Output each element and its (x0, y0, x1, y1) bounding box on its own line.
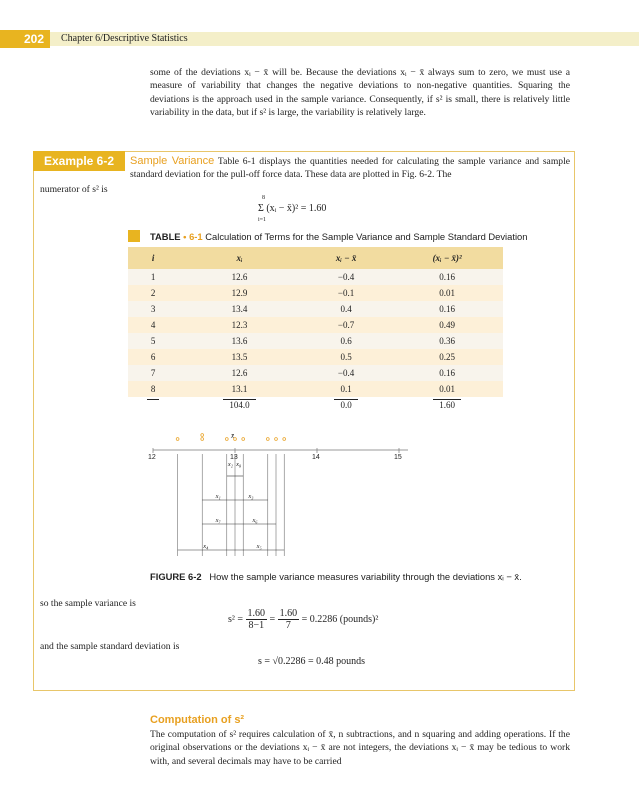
stddev-formula: s = √0.2286 = 0.48 pounds (258, 656, 366, 667)
table-cell: 0.6 (301, 333, 391, 349)
deviation-label: x₂ (227, 461, 234, 468)
table-cell: −0.4 (301, 365, 391, 381)
table-cell: 2 (128, 285, 178, 301)
table-cell: 12.9 (178, 285, 301, 301)
page-number: 202 (0, 30, 50, 48)
frac1-num: 1.60 (247, 608, 266, 619)
table-total-cell (301, 397, 391, 413)
table-marker (128, 230, 140, 242)
table-cell: 0.01 (391, 381, 503, 397)
data-point (275, 438, 278, 441)
variance-formula (228, 608, 378, 631)
table-cell: −0.7 (301, 317, 391, 333)
table-cell: 0.49 (391, 317, 503, 333)
table-row (128, 301, 503, 317)
data-point (225, 438, 228, 441)
table-title: Calculation of Terms for the Sample Variance and Sample Standard Deviation (205, 231, 528, 242)
table-row (128, 333, 503, 349)
total-value: 104.0 (223, 399, 255, 410)
table-number: 6-1 (189, 231, 203, 242)
table-cell: 12.6 (178, 365, 301, 381)
table-cell: −0.1 (301, 285, 391, 301)
chapter-title: Chapter 6/Descriptive Statistics (61, 33, 188, 44)
table-row (128, 269, 503, 285)
table-cell: 3 (128, 301, 178, 317)
example-text: Table 6-1 displays the quantities needed for calculating the sample variance and sample standard deviation for the pull-off force data. These data are plotted in Fig. 6-2. The (130, 156, 570, 181)
table-caption: TABLE • 6-1 Calculation of Terms for the Sample Variance and Sample Standard Deviation (150, 231, 528, 242)
col-header: xᵢ − x̄ (301, 247, 391, 269)
example-intro (130, 155, 570, 182)
table-cell: 12.6 (178, 269, 301, 285)
table-row (128, 381, 503, 397)
table-cell: 13.1 (178, 381, 301, 397)
table-cell: 8 (128, 381, 178, 397)
table-cell: 13.5 (178, 349, 301, 365)
table-cell: 0.5 (301, 349, 391, 365)
table-cell: 0.25 (391, 349, 503, 365)
col-header: (xᵢ − x̄)² (391, 247, 503, 269)
intro-paragraph: some of the deviations xᵢ − x̄ will be. Because the deviations xᵢ − x̄ always sum to zero, we must use a measure of variability that changes the negative deviations to non-negative quantities. Squaring the deviations is the approach used in the sample variance. Consequently, if s² is small, there is relatively little variability in the data, but if s² is large, the variability is relatively large. (150, 67, 570, 119)
computation-text: The computation of s² requires calculation of x̄, n subtractions, and n squaring and adding operations. If the original observations or the deviations xᵢ − x̄ are not integers, the deviations xᵢ − x̄ may be tedious to work with, and several decimals may have to be carried (150, 729, 570, 767)
table-cell: 0.36 (391, 333, 503, 349)
table-total-cell (391, 397, 503, 413)
fraction-2 (278, 608, 300, 631)
table-total-cell (178, 397, 301, 413)
frac1-den: 8−1 (248, 620, 265, 631)
table-cell: 13.6 (178, 333, 301, 349)
table-cell: 6 (128, 349, 178, 365)
table-cell: 0.1 (301, 381, 391, 397)
table-row (128, 349, 503, 365)
computation-heading: Computation of s² (150, 714, 245, 726)
table-label: TABLE (150, 231, 181, 242)
table-cell: −0.4 (301, 269, 391, 285)
data-point (176, 438, 179, 441)
stddev-intro: and the sample standard deviation is (40, 641, 180, 652)
table-cell: 1 (128, 269, 178, 285)
table-cell: 0.16 (391, 365, 503, 381)
sum-lower: i=1 (258, 217, 267, 223)
table-row (128, 285, 503, 301)
figure-caption-text: How the sample variance measures variability through the deviations xᵢ − x̄. (209, 571, 522, 582)
example-tab: Example 6-2 (33, 151, 125, 171)
table-total-row (128, 397, 503, 413)
axis-tick-label: 12 (148, 454, 156, 461)
frac2-den: 7 (285, 620, 291, 631)
figure-caption (150, 571, 522, 582)
data-point (242, 438, 245, 441)
table-row (128, 365, 503, 381)
frac2-num: 1.60 (279, 608, 298, 619)
numerator-text: numerator of s² is (40, 184, 108, 195)
sum-upper: 8 (262, 195, 265, 201)
table-cell: 0.16 (391, 269, 503, 285)
variance-table (128, 247, 503, 413)
table-cell: 12.3 (178, 317, 301, 333)
fraction-1 (246, 608, 268, 631)
data-point (201, 438, 204, 441)
table-cell: 0.4 (301, 301, 391, 317)
variance-intro: so the sample variance is (40, 598, 136, 609)
data-point (283, 438, 286, 441)
variance-result: = 0.2286 (pounds)² (301, 613, 379, 625)
total-value: 0.0 (334, 399, 357, 410)
sum-expression: Σ (xᵢ − x̄)² = 1.60 (258, 203, 327, 214)
table-cell: 0.16 (391, 301, 503, 317)
xbar-label: x̄ (231, 432, 235, 440)
axis-tick-label: 15 (394, 454, 402, 461)
table-cell: 4 (128, 317, 178, 333)
col-header: i (128, 247, 178, 269)
table-cell: 13.4 (178, 301, 301, 317)
deviation-label: x₇ (215, 517, 221, 524)
deviation-label: x₁ (215, 493, 221, 500)
variance-lhs: s² = (228, 613, 244, 625)
total-value (147, 399, 159, 410)
deviation-label: x₃ (248, 493, 254, 500)
table-row (128, 317, 503, 333)
example-title: Sample Variance (130, 155, 215, 167)
col-header: xᵢ (178, 247, 301, 269)
deviation-label: x₅ (256, 543, 262, 550)
table-cell: 7 (128, 365, 178, 381)
deviation-figure (140, 428, 440, 563)
deviation-label: x₄ (203, 543, 209, 550)
data-point (201, 434, 204, 437)
deviation-label: x₈ (236, 461, 242, 468)
table-total-cell (128, 397, 178, 413)
variance-eq: = (269, 613, 276, 625)
table-cell: 5 (128, 333, 178, 349)
deviation-label: x₆ (252, 517, 258, 524)
table-cell: 0.01 (391, 285, 503, 301)
table-header-row (128, 247, 503, 269)
figure-label: FIGURE 6-2 (150, 571, 202, 582)
axis-tick-label: 13 (230, 454, 238, 461)
total-value: 1.60 (433, 399, 461, 410)
data-point (266, 438, 269, 441)
axis-tick-label: 14 (312, 454, 320, 461)
